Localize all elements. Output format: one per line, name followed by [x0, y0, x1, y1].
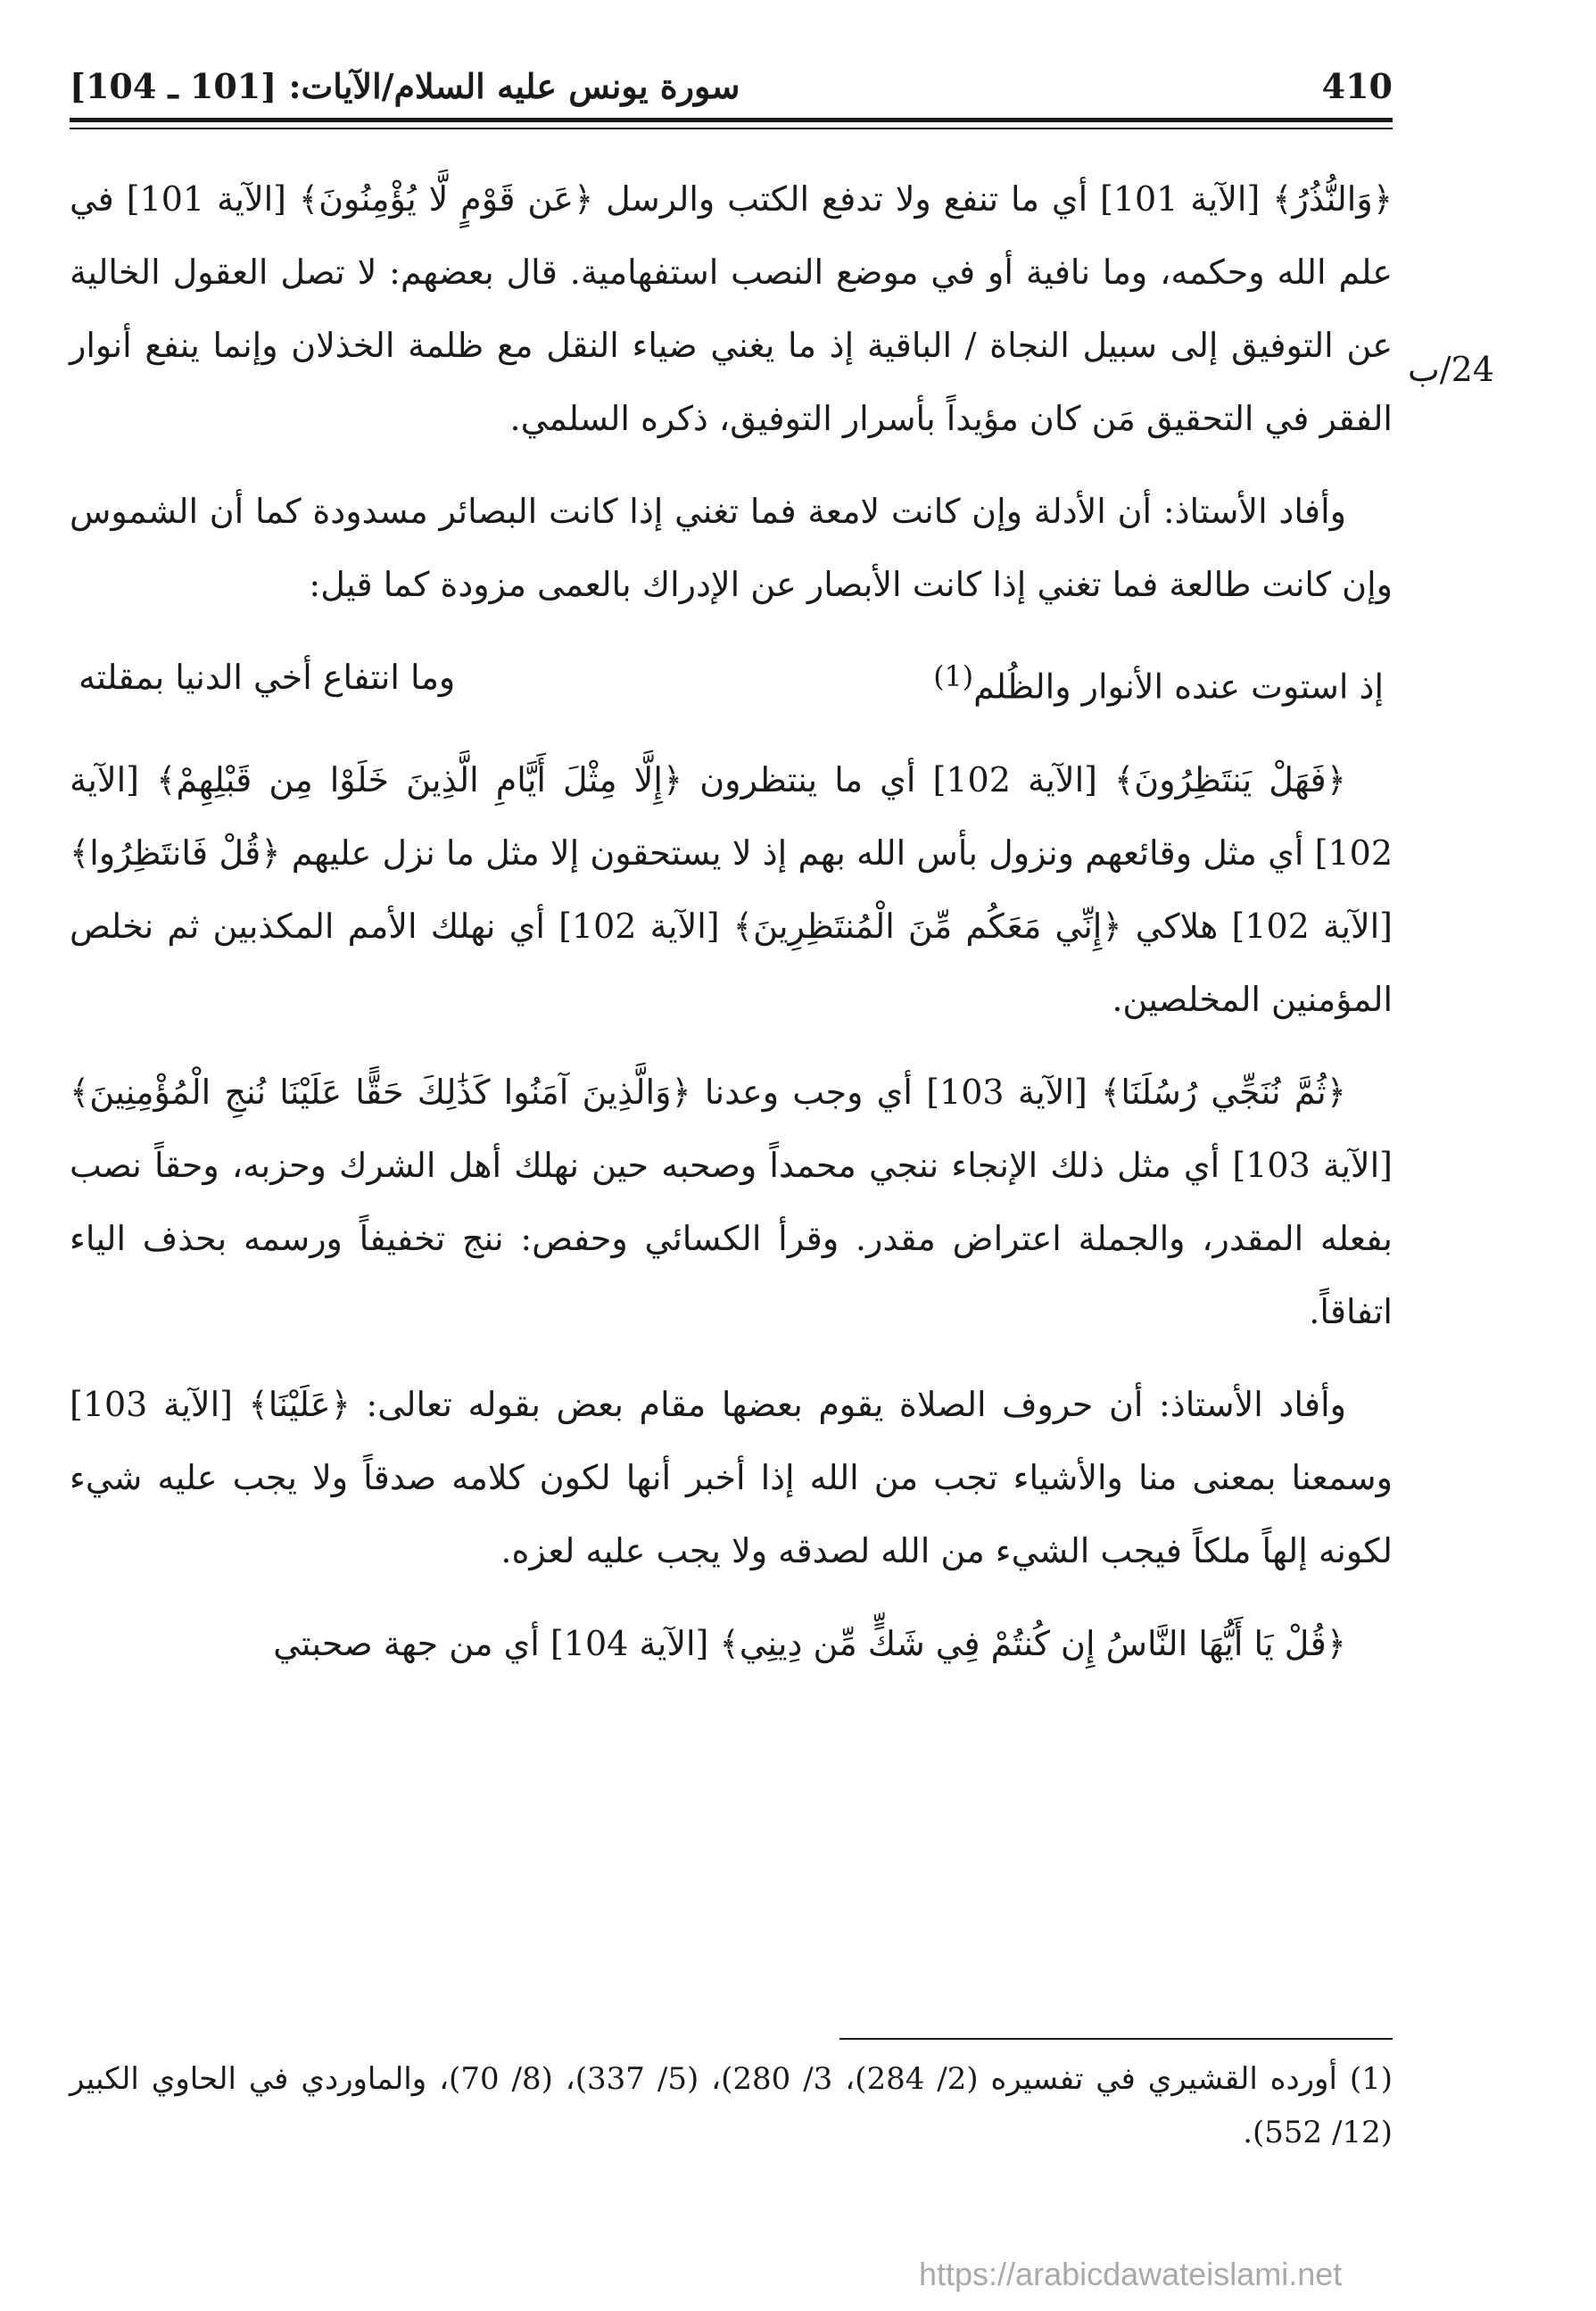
paragraph-3: ﴿فَهَلْ يَنتَظِرُونَ﴾ [الآية 102] أي ما ينتظرون ﴿إِلَّا مِثْلَ أَيَّامِ الَّذِينَ خَلَوْا مِن قَبْلِهِمْ﴾ [الآية 102] أي مثل وقائعهم ونزول بأس الله بهم إذ لا يستحقون إلا مثل ما نزل عليهم ﴿قُلْ فَانتَظِرُوا﴾ [الآية 102] هلاكي ﴿إِنِّي مَعَكُم مِّنَ الْمُنتَظِرِينَ﴾ [الآية 102] أي نهلك الأمم المكذبين ثم نخلص المؤمنين المخلصين.	[70, 759, 1393, 1019]
poem-verse	[70, 641, 1393, 724]
poem-first-hemistich: وما انتفاع أخي الدنيا بمقلته	[79, 658, 456, 697]
poem-second-hemistich: إذ استوت عنده الأنوار والظُلم$^{(1)}$	[933, 661, 1384, 707]
paragraph-6: ﴿قُلْ يَا أَيُّهَا النَّاسُ إِن كُنتُمْ فِي شَكٍّ مِّن دِينِي﴾ [الآية 104] أي من جهة صحبتي	[273, 1623, 1346, 1663]
watermark-url: https://arabicdawateislami.net	[919, 2256, 1343, 2292]
page-number: 410	[1321, 66, 1393, 106]
footnote-marker: (1)	[933, 661, 974, 693]
header-rule-thin	[70, 128, 1393, 129]
paragraph-4: ﴿ثُمَّ نُنَجِّي رُسُلَنَا﴾ [الآية 103] أي وجب وعدنا ﴿وَالَّذِينَ آمَنُوا كَذَٰلِكَ حَقًّا عَلَيْنَا نُنجِ الْمُؤْمِنِينَ﴾ [الآية 103] أي مثل ذلك الإنجاء ننجي محمداً وصحبه حين نهلك أهل الشرك وحزبه، وحقاً نصب بفعله المقدر، والجملة اعتراض مقدر. وقرأ الكسائي وحفص: ننج تخفيفاً ورسمه بحذف الياء اتفاقاً.	[70, 1072, 1393, 1331]
running-header	[70, 61, 1393, 114]
paragraph-5: وأفاد الأستاذ: أن حروف الصلاة يقوم بعضها مقام بعض بقوله تعالى: ﴿عَلَيْنَا﴾ [الآية 103] وسمعنا بمعنى منا والأشياء تجب من الله إذا أخبر أنها لكون كلامه صدقاً ولا يجب عليه شيء لكونه إلهاً ملكاً فيجب الشيء من الله لصدقه ولا يجب عليه لعزه.	[70, 1384, 1393, 1570]
footnote-separator	[839, 2038, 1393, 2040]
footnote-number: (1)	[1349, 2061, 1393, 2097]
paragraph-1: ﴿وَالنُّذُرُ﴾ [الآية 101] أي ما تنفع ولا تدفع الكتب والرسل ﴿عَن قَوْمٍ لَّا يُؤْمِنُونَ﴾ [الآية 101] في علم الله وحكمه، وما نافية أو في موضع النصب استفهامية. قال بعضهم: لا تصل العقول الخالية عن التوفيق إلى سبيل النجاة / الباقية إذ ما يغني ضياء النقل مع ظلمة الخذلان وإنما ينفع أنوار الفقر في التحقيق مَن كان مؤيداً بأسرار التوفيق، ذكره السلمي.	[70, 179, 1393, 438]
header-rule-thick	[70, 118, 1393, 122]
footnote-text: أورده القشيري في تفسيره (2/ 284)، 3/ 280)، (5/ 337)، (8/ 70)، والماوردي في الحاوي الكبير (12/ 552).	[70, 2061, 1393, 2150]
footnote	[70, 2052, 1393, 2159]
manuscript-folio-note: 24/ب	[1408, 350, 1494, 389]
main-text	[70, 162, 1393, 1700]
paragraph-2: وأفاد الأستاذ: أن الأدلة وإن كانت لامعة فما تغني إذا كانت البصائر مسدودة كما أن الشموس وإن كانت طالعة فما تغني إذا كانت الأبصار عن الإدراك بالعمى مزودة كما قيل:	[70, 492, 1393, 604]
header-title: سورة يونس عليه السلام/الآيات: [101 ـ 104]	[70, 66, 740, 106]
